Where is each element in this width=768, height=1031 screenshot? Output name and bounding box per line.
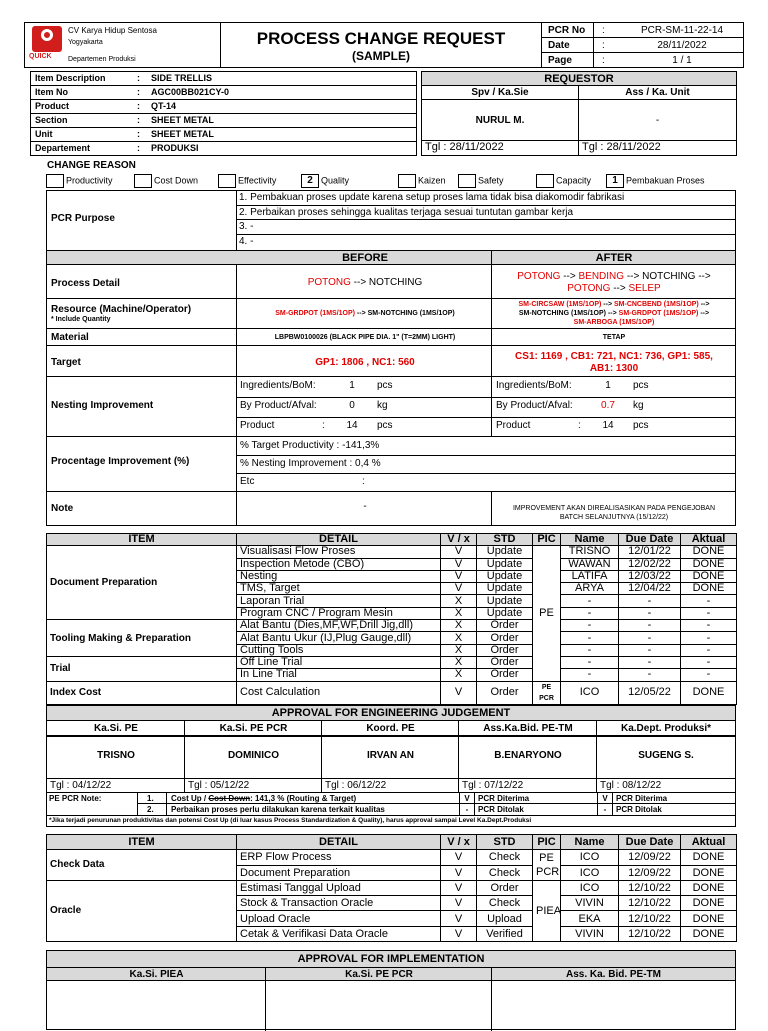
table-row: Laporan Trial X Update - - -	[47, 595, 737, 607]
approver-role: Ass.Ka.Bid. PE-TM	[483, 723, 573, 734]
item-group: Check Data	[47, 850, 237, 881]
note-before: -	[363, 501, 367, 512]
reason-option: Capacity	[536, 174, 591, 188]
approver-date: Tgl : 08/12/22	[600, 780, 662, 791]
approver-name: B.ENARYONO	[494, 750, 562, 761]
table-row: Alat Bantu Ukur (IJ,Plug Gauge,dll) X Order - - -	[47, 632, 737, 644]
company-name: CV Karya Hidup Sentosa	[68, 26, 157, 35]
purpose-line: 1. Pembakuan proses update karena setup proses lama tidak bisa diakomodir fabrikasi	[237, 191, 735, 206]
item-group: Oracle	[47, 880, 237, 941]
title-block	[220, 22, 542, 68]
table-header: V / x	[441, 534, 477, 546]
engineering-approval: APPROVAL FOR ENGINEERING JUDGEMENT Ka.Si. PE TRISNO Tgl : 04/12/22 Ka.Si. PE PCR DOMINICO Tgl : 05/12/22 Koord. PE IRVAN AN Tgl : 06/12/22 Ass.Ka.Bid. PE-TM B.ENARYONO Tgl : 07/12/22 Ka.Dept. Produksi* SUGENG S. Tgl : 08/12/22 PE PCR Note: 1. Cost Up / Cost Down: 141,3 % (Routing & Target) 2. Perbaikan proses perlu dilakukan karena terkait kualitas V - V - PCR Diterima PCR Ditolak PCR Diterima PCR Ditolak *Jika terjadi penurunan produktivitas dan potensi Cost Up (di luar kasus Process Standardization & Quality), harus approval sampai Level Ka.Dept.Produksi	[46, 705, 736, 827]
page-subtitle: (SAMPLE)	[352, 49, 410, 63]
change-reason-title: CHANGE REASON	[47, 160, 136, 171]
reason-checkbox[interactable]	[398, 174, 416, 188]
item-info-row: Departement : PRODUKSI	[35, 143, 199, 153]
impl-approval-title: APPROVAL FOR IMPLEMENTATION	[47, 951, 735, 968]
reason-option: Effectivity	[218, 174, 276, 188]
table-row: Cetak & Verifikasi Data Oracle V Verified VIVIN 12/10/22 DONE	[47, 926, 737, 941]
process-before: POTONG --> NOTCHING	[307, 277, 423, 288]
item-group: Tooling Making & Preparation	[47, 620, 237, 657]
approver-date: Tgl : 05/12/22	[188, 780, 250, 791]
approver-name: DOMINICO	[227, 750, 280, 761]
logo-text: QUICK	[29, 53, 52, 60]
comparison-form: PCR Purpose 1. Pembakuan proses update karena setup proses lama tidak bisa diakomodir fabrikasi 2. Perbaikan proses sehingga kualitas terjaga sesuai tuntutan gambar kerja 3. - 4. - BEFORE AFTER Process Detail POTONG --> NOTCHING POTONG --> BENDING --> NOTCHING --> POTONG --> SELEP Resource (Machine/Operator) * Include Quantity SM-GRDPOT (1MS/1OP) --> SM-NOTCHING (1MS/1OP) SM-CIRCSAW (1MS/1OP) --> SM-CNCBEND (1MS/1OP) --> SM-NOTCHING (1MS/1OP) --> SM-GRDPOT (1MS/1OP) --> SM-ARBOGA (1MS/1OP) Material LBPBW0100026 (BLACK PIPE DIA. 1" (T=2MM) LIGHT) TETAP Target GP1: 1806 , NC1: 560 CS1: 1169 , CB1: 721, NC1: 736, GP1: 585, AB1: 1300 Nesting Improvement Ingredients/BoM: 1 pcs By Product/Afval: 0 kg Product : 14 pcs Ingredients/BoM: 1 pcs By Product/Afval: 0.7 kg Product : 14 pcs Procentage Improvement (%) % Target Productivity : -141,3% % Nesting Improvement : 0,4 % Etc : Note - IMPROVEMENT AKAN DIREALISASIKAN PADA PENGEJOBAN BATCH SELANJUTNYA (15/12/22)	[46, 190, 736, 526]
reason-checkbox[interactable]: 2	[301, 174, 319, 188]
note-2: Perbaikan proses perlu dilakukan karena terkait kualitas	[171, 805, 385, 814]
requestor-block: REQUESTOR Spv / Ka.Sie Ass / Ka. Unit NURUL M. - Tgl : 28/11/2022 Tgl : 28/11/2022	[421, 71, 737, 156]
item-info	[30, 71, 417, 156]
pcr-date: 28/11/2022	[657, 40, 707, 51]
approver-date: Tgl : 06/12/22	[325, 780, 387, 791]
table-header: Aktual	[681, 534, 737, 546]
requestor-name-2: -	[579, 100, 736, 141]
approver-name: TRISNO	[97, 750, 135, 761]
implementation-table	[46, 834, 736, 942]
item-info-row: Product : QT-14	[31, 100, 416, 114]
page-number: 1 / 1	[672, 55, 692, 66]
table-row: Document Preparation V Check ICO 12/09/22 DONE	[47, 865, 737, 880]
approver-role: Ka.Si. PE	[94, 723, 138, 734]
page-label: Page	[548, 55, 572, 66]
purpose-line: 2. Perbaikan proses sehingga kualitas terjaga sesuai tuntutan gambar kerja	[237, 206, 735, 221]
pcr-purpose-label: PCR Purpose	[51, 213, 115, 224]
approver-name: IRVAN AN	[366, 750, 415, 761]
table-row: In Line Trial X Order - - -	[47, 669, 737, 681]
requestor-title: REQUESTOR	[422, 72, 736, 86]
table-row: Tooling Making & Preparation Alat Bantu (Dies,MF,WF,Drill Jig,dll) X Order - - -	[47, 620, 737, 632]
pic-cell: PE	[533, 546, 561, 681]
approval-footnote: *Jika terjadi penurunan produktivitas dan potensi Cost Up (di luar kasus Process Standardization & Quality), harus approval sampai Level Ka.Dept.Produksi	[49, 817, 532, 824]
change-reason-options	[46, 174, 746, 188]
resource-before: SM-GRDPOT (1MS/1OP) --> SM-NOTCHING (1MS/1OP)	[275, 310, 455, 317]
requestor-name-1: NURUL M.	[422, 100, 579, 141]
eng-approval-title: APPROVAL FOR ENGINEERING JUDGEMENT	[47, 706, 735, 721]
page-title: PROCESS CHANGE REQUEST	[256, 29, 506, 48]
table-header: Name	[561, 835, 619, 850]
table-header: Aktual	[681, 835, 737, 850]
resource-after: SM-CIRCSAW (1MS/1OP) --> SM-CNCBEND (1MS/1OP) --> SM-NOTCHING (1MS/1OP) --> SM-GRDPOT (1MS/1OP) --> SM-ARBOGA (1MS/1OP)	[518, 301, 710, 326]
table-header: PIC	[533, 534, 561, 546]
after-header: AFTER	[595, 252, 633, 264]
target-after: CS1: 1169 , CB1: 721, NC1: 736, GP1: 585, AB1: 1300	[515, 351, 713, 374]
table-row: Check Data ERP Flow Process V Check PE PCR ICO 12/09/22 DONE	[47, 850, 737, 865]
reason-option: Safety	[458, 174, 504, 188]
table-header: STD	[477, 835, 533, 850]
table-header: Due Date	[619, 835, 681, 850]
table-row: TMS, Target V Update ARYA 12/04/22 DONE	[47, 583, 737, 595]
implementation-approval: APPROVAL FOR IMPLEMENTATION Ka.Si. PIEA Ka.Si. PE PCR Ass. Ka. Bid. PE-TM	[46, 950, 736, 1030]
material-after: TETAP	[602, 334, 626, 341]
table-header: PIC	[533, 835, 561, 850]
reason-checkbox[interactable]	[536, 174, 554, 188]
reason-checkbox[interactable]	[46, 174, 64, 188]
reason-checkbox[interactable]	[218, 174, 236, 188]
company-block	[24, 22, 221, 68]
before-header: BEFORE	[342, 252, 388, 264]
table-header: V / x	[441, 835, 477, 850]
reason-option: 2 Quality	[301, 174, 349, 188]
target-before: GP1: 1806 , NC1: 560	[315, 357, 415, 368]
table-row: Document Preparation Visualisasi Flow Proses V Update PE TRISNO 12/01/22 DONE	[47, 546, 737, 558]
preparation-table	[46, 533, 736, 705]
table-row: Inspection Metode (CBO) V Update WAWAN 12/02/22 DONE	[47, 558, 737, 570]
item-group: Document Preparation	[47, 546, 237, 620]
table-row: Program CNC / Program Mesin X Update - - -	[47, 607, 737, 619]
table-row: Stock & Transaction Oracle V Check VIVIN 12/10/22 DONE	[47, 896, 737, 911]
reason-option: Kaizen	[398, 174, 446, 188]
approver-role: Ka.Si. PE PCR	[219, 723, 288, 734]
company-logo-icon	[32, 26, 62, 52]
item-group: Trial	[47, 656, 237, 681]
table-header: ITEM	[47, 835, 237, 850]
reason-checkbox[interactable]	[458, 174, 476, 188]
approver-date: Tgl : 07/12/22	[462, 780, 524, 791]
item-group: Index Cost	[47, 681, 237, 704]
table-header: Name	[561, 534, 619, 546]
reason-checkbox[interactable]	[134, 174, 152, 188]
item-info-row: Section : SHEET METAL	[31, 114, 416, 128]
table-row: Oracle Estimasi Tanggal Upload V Order PIEA ICO 12/10/22 DONE	[47, 880, 737, 895]
table-header: DETAIL	[237, 835, 441, 850]
approver-role: Koord. PE	[366, 723, 415, 734]
table-row: Trial Off Line Trial X Order - - -	[47, 656, 737, 668]
process-after: POTONG --> BENDING --> NOTCHING --> POTONG --> SELEP	[517, 271, 711, 294]
approver-name: SUGENG S.	[638, 750, 694, 761]
table-row: Upload Oracle V Upload EKA 12/10/22 DONE	[47, 911, 737, 926]
note-after: IMPROVEMENT AKAN DIREALISASIKAN PADA PENGEJOBAN BATCH SELANJUTNYA (15/12/22)	[512, 505, 716, 521]
item-info-row: Item Description : SIDE TRELLIS	[31, 72, 416, 86]
approver-role: Ka.Dept. Produksi*	[620, 723, 712, 734]
table-header: STD	[477, 534, 533, 546]
table-row: Index Cost Cost Calculation V Order PE PCR ICO 12/05/22 DONE	[47, 681, 737, 704]
table-header: Due Date	[619, 534, 681, 546]
item-info-row: Item No : AGC00BB021CY-0	[31, 86, 416, 100]
approver-date: Tgl : 04/12/22	[50, 780, 112, 791]
pic-cell: PIEA	[533, 880, 561, 941]
pcr-meta: PCR No Date Page : : : PCR-SM-11-22-14 28/11/2022 1 / 1	[541, 22, 744, 68]
pcr-no: PCR-SM-11-22-14	[640, 25, 724, 36]
item-info-row: Unit : SHEET METAL	[31, 128, 416, 142]
pcr-no-label: PCR No	[548, 25, 586, 36]
reason-option: Cost Down	[134, 174, 198, 188]
table-header: DETAIL	[237, 534, 441, 546]
reason-checkbox[interactable]: 1	[606, 174, 624, 188]
reason-option: Productivity	[46, 174, 113, 188]
purpose-line: 3. -	[237, 220, 735, 235]
date-label: Date	[548, 40, 570, 51]
company-city: Yogyakarta	[68, 39, 103, 46]
pic-cell: PE PCR	[533, 850, 561, 881]
table-row: Nesting V Update LATIFA 12/03/22 DONE	[47, 570, 737, 582]
note-1: Cost Up / Cost Down: 141,3 % (Routing & Target)	[171, 794, 357, 803]
purpose-line: 4. -	[239, 235, 254, 247]
table-header: ITEM	[47, 534, 237, 546]
pic-cell: PE PCR	[533, 681, 561, 704]
company-department: Departemen Produksi	[68, 56, 136, 63]
reason-option: 1 Pembakuan Proses	[606, 174, 705, 188]
table-row: Cutting Tools X Order - - -	[47, 644, 737, 656]
material-before: LBPBW0100026 (BLACK PIPE DIA. 1" (T=2MM) LIGHT)	[274, 334, 456, 341]
